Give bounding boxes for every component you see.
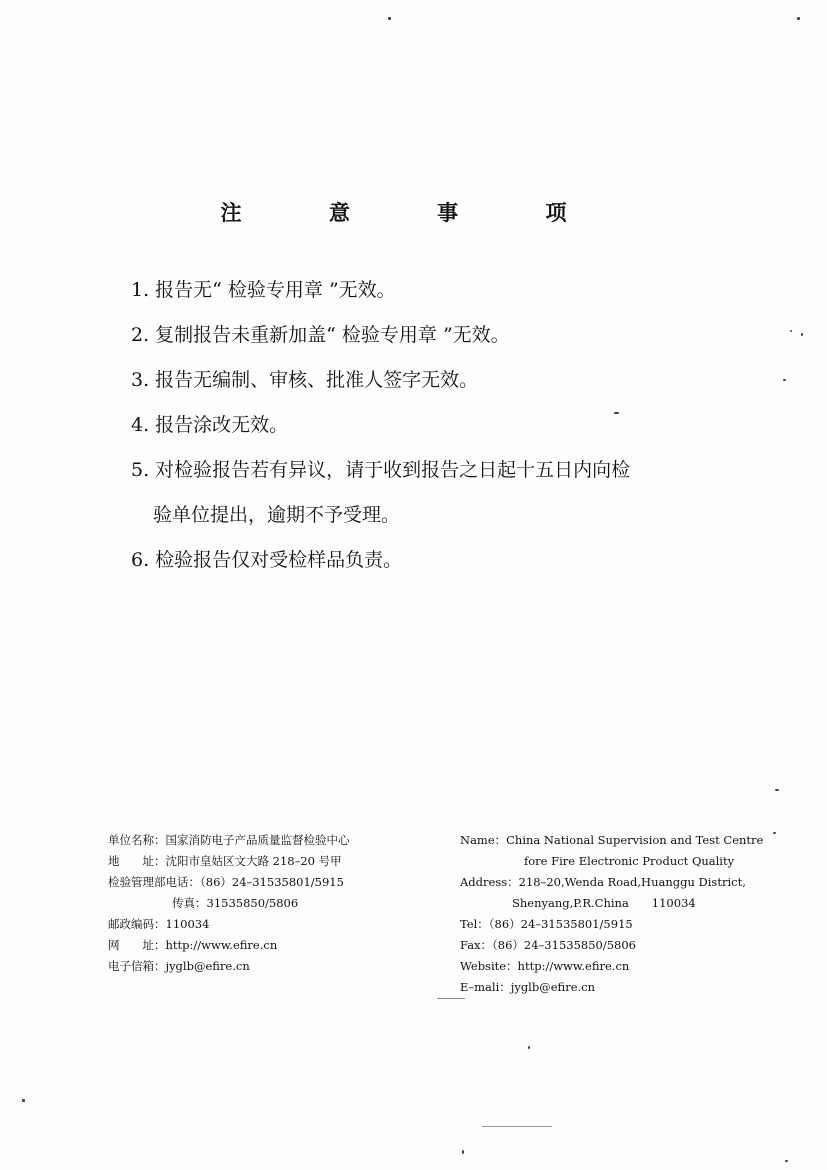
page-title: 注 意 事 项 — [220, 200, 607, 225]
address-cn: 地 址：沈阳市皇姑区文大路 218–20 号甲 — [108, 854, 342, 868]
name-en-line-1: Name：China National Supervision and Test Centre — [460, 833, 764, 847]
name-en-line-2: fore Fire Electronic Product Quality — [524, 854, 735, 868]
scan-speck — [22, 1099, 25, 1102]
notice-item-5: 5. 对检验报告若有异议，请于收到报告之日起十五日内向检 — [131, 459, 631, 481]
contact-info-chinese — [108, 830, 350, 977]
phone-cn: 检验管理部电话：（86）24–31535801/5915 — [108, 875, 344, 889]
notice-item-3: 3. 报告无编制、审核、批准人签字无效。 — [131, 369, 479, 391]
scan-speck — [801, 333, 803, 336]
unit-name: 单位名称：国家消防电子产品质量监督检验中心 — [108, 833, 350, 847]
scan-speck — [785, 1160, 788, 1162]
scan-speck — [482, 1126, 552, 1127]
website-cn: 网 址：http://www.efire.cn — [108, 938, 278, 952]
scan-speck — [388, 17, 391, 20]
postcode-cn: 邮政编码：110034 — [108, 917, 210, 931]
address-en-line-1: Address：218–20,Wenda Road,Huanggu District, — [460, 875, 746, 889]
scan-speck — [528, 1046, 530, 1049]
scan-speck — [797, 17, 800, 20]
contact-info-english — [460, 830, 763, 998]
tel-en: Tel：（86）24–31535801/5915 — [460, 917, 633, 931]
notice-item-1: 1. 报告无“ 检验专用章 ”无效。 — [131, 279, 396, 301]
address-en-line-2: Shenyang,P.R.China 110034 — [512, 896, 696, 910]
scan-speck — [614, 412, 619, 414]
email-en: E–mali：jyglb@efire.cn — [460, 980, 596, 994]
email-cn: 电子信箱：jyglb@efire.cn — [108, 959, 250, 973]
scan-speck — [437, 998, 465, 999]
notice-item-4: 4. 报告涂改无效。 — [131, 414, 289, 436]
scan-speck — [773, 832, 776, 834]
scan-speck — [783, 379, 786, 381]
scan-speck — [462, 1150, 464, 1154]
notice-item-6: 6. 检验报告仅对受检样品负责。 — [131, 549, 403, 571]
notice-list — [131, 276, 731, 591]
scan-speck — [790, 330, 792, 332]
website-en: Website：http://www.efire.cn — [460, 959, 630, 973]
notice-item-5-continued: 验单位提出，逾期不予受理。 — [153, 504, 401, 526]
fax-cn: 传真：31535850/5806 — [172, 896, 299, 910]
fax-en: Fax：（86）24–31535850/5806 — [460, 938, 636, 952]
notice-item-2: 2. 复制报告未重新加盖“ 检验专用章 ”无效。 — [131, 324, 510, 346]
scan-speck — [775, 789, 779, 791]
